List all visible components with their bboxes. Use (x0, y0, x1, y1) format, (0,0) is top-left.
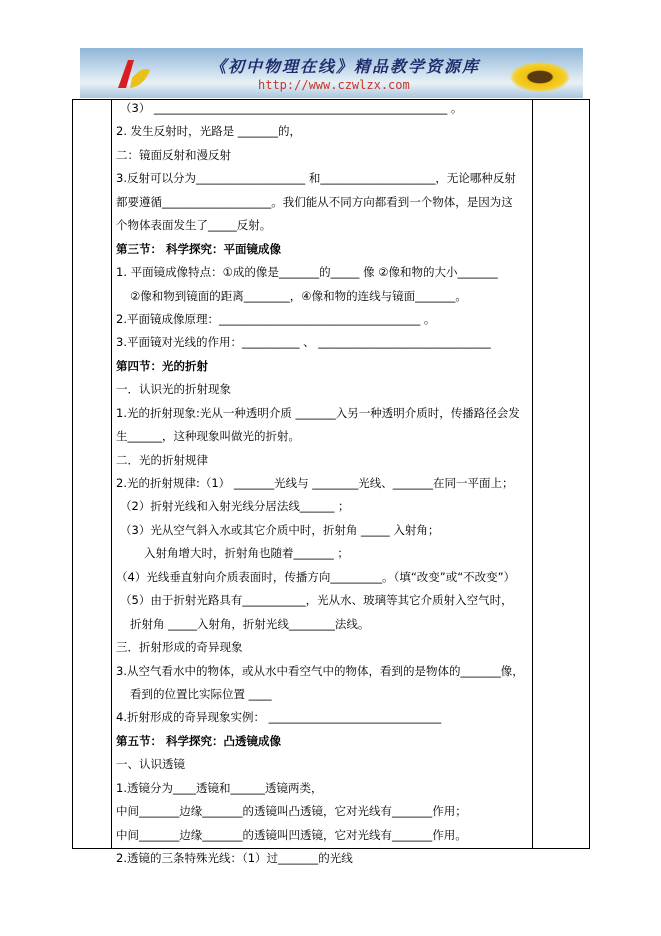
worksheet-line: 一、认识透镜 (116, 757, 185, 772)
worksheet-line: 看到的位置比实际位置 ____ (130, 686, 272, 701)
worksheet-line: 三．折射形成的奇异现象 (116, 640, 243, 655)
section-heading: 第三节： 科学探究：平面镜成像 (116, 241, 282, 256)
worksheet-line: 入射角增大时，折射角也随着_______ ； (144, 546, 349, 561)
worksheet-line: 中间_______边缘_______的透镜叫凹透镜，它对光线有_______作用。 (116, 827, 467, 842)
worksheet-line: 折射角 _____入射角，折射光线________法线。 (130, 616, 370, 631)
header-banner (80, 48, 583, 98)
section-heading: 第四节：光的折射 (116, 358, 208, 373)
worksheet-content (116, 97, 530, 870)
worksheet-line: 2.平面镜成像原理：___________________________________ 。 (116, 311, 436, 326)
worksheet-line: 4.折射形成的奇异现象实例： ______________________________ (116, 710, 442, 725)
worksheet-line: 2.透镜的三条特殊光线：（1）过_______的光线 (116, 851, 353, 865)
worksheet-line: ②像和物到镜面的距离________，④像和物的连线与镜面_______。 (130, 288, 467, 303)
worksheet-line: （3）光从空气斜入水或其它介质中时，折射角 _____ 入射角； (120, 522, 440, 537)
banner-url[interactable]: http://www.czwlzx.com (258, 78, 410, 92)
sunflower-image (510, 62, 570, 92)
worksheet-line: （4）光线垂直射向介质表面时，传播方向_________。（填“改变”或“不改变”） (116, 569, 516, 584)
worksheet-line: 3.反射可以分为___________________ 和____________________，无论哪种反射 (116, 171, 516, 186)
worksheet-line: 1.透镜分为____透镜和______透镜两类， (116, 780, 323, 795)
worksheet-line: 个物体表面发生了_____反射。 (116, 218, 272, 233)
worksheet-line: （3） ___________________________________________________ 。 (120, 101, 463, 115)
column-divider (111, 100, 112, 848)
worksheet-line: 一．认识光的折射现象 (116, 382, 231, 397)
worksheet-line: 1.光的折射现象:光从一种透明介质 _______入另一种透明介质时，传播路径会发 (116, 405, 520, 420)
worksheet-line: 二．光的折射规律 (116, 452, 208, 467)
worksheet-line: 2.光的折射规律:（1） _______光线与 ________光线、_______在同一平面上； (116, 476, 514, 490)
worksheet-line: 1. 平面镜成像特点：①成的像是_______的_____ 像 ②像和物的大小_______ (116, 265, 498, 280)
worksheet-line: （2）折射光线和入射光线分居法线______ ； (120, 499, 350, 514)
worksheet-line: 中间_______边缘_______的透镜叫凸透镜，它对光线有_______作用； (116, 804, 467, 819)
worksheet-line: 2. 发生反射时，光路是 _______的， (116, 124, 302, 139)
worksheet-line: 3.从空气看水中的物体，或从水中看空气中的物体，看到的是物体的_______像， (116, 663, 524, 678)
worksheet-line: 3.平面镜对光线的作用：__________ 、 ______________________________ (116, 335, 491, 350)
worksheet-line: 都要遵循___________________。我们能从不同方向都看到一个物体，是因为这 (116, 194, 513, 209)
worksheet-line: 二：镜面反射和漫反射 (116, 147, 231, 162)
worksheet-line: （5）由于折射光路具有___________，光从水、玻璃等其它介质射入空气时， (120, 593, 513, 608)
banner-title: 《初中物理在线》精品教学资源库 (210, 57, 481, 76)
worksheet-line: 生______，这种现象叫做光的折射。 (116, 429, 300, 444)
logo-icon (114, 58, 154, 92)
column-divider (532, 100, 533, 848)
section-heading: 第五节： 科学探究：凸透镜成像 (116, 733, 282, 748)
